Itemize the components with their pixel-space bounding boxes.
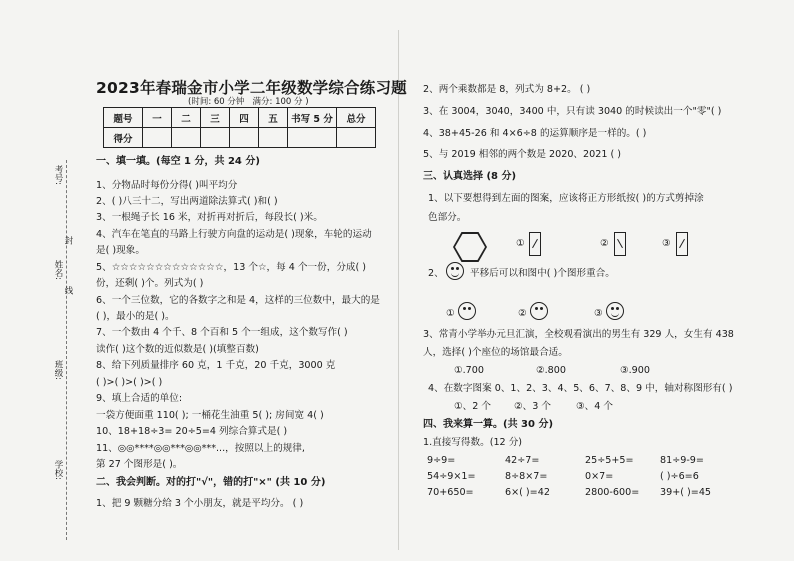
choice-question-number: 2、 [428, 268, 444, 279]
section-3-heading: 三、认真选择 (8 分) [423, 171, 517, 182]
question-line: 份，还剩( )个。列式为( ) [96, 278, 204, 289]
choice-question: 3、常青小学举办元旦汇演，全校观看演出的男生有 329 人，女生有 438 [423, 329, 734, 340]
question-line: 是( )现象。 [96, 245, 145, 256]
smiley-face-icon [606, 302, 624, 320]
choice-question: 1、以下要想得到左面的图案，应该将正方形纸按( )的方式剪掉涂 [428, 193, 704, 204]
choice-question: 平移后可以和图中( )个图形重合。 [470, 268, 615, 279]
exam-time [188, 95, 309, 107]
judge-line: 5、与 2019 相邻的两个数是 2020、2021 ( ) [423, 149, 622, 160]
judge-line: 3、在 3004，3040，3400 中，只有读 3040 的时候读出一个"零"( ) [423, 106, 722, 117]
judge-line: 2、两个乘数都是 8，列式为 8+2。 ( ) [423, 84, 591, 95]
face-option-icon [458, 302, 476, 320]
choice-option[interactable]: ③.900 [620, 365, 650, 376]
option-marker: ③ [662, 238, 671, 249]
smile-mouth [611, 312, 619, 317]
question-line: 1、分物品时每份分得( )叫平均分 [96, 180, 238, 191]
time-text: (时间: 60 分钟 [188, 97, 245, 107]
calc-item: 2800-600= [585, 487, 640, 498]
question-line: 2、( )八三十二，写出两道除法算式( )和( ) [96, 196, 278, 207]
label-kaohao: 考号: [53, 165, 63, 185]
option-marker: ② [518, 308, 527, 319]
page-title: 2023年春瑞金市小学二年级数学综合练习题 [96, 79, 407, 97]
calc-item: 81÷9-9= [660, 455, 704, 466]
question-line: 8、给下列质量排序 60 克，1 千克，20 千克，3000 克 [96, 360, 336, 371]
question-line: 9、填上合适的单位: [96, 393, 183, 404]
label-feng: 封 [63, 236, 73, 245]
label-banji: 班级: [53, 360, 63, 380]
score-cell[interactable] [259, 128, 288, 148]
score-header-cell: 总分 [337, 108, 376, 128]
score-cell[interactable] [172, 128, 201, 148]
score-row-label: 得分 [104, 128, 143, 148]
question-line: 第 27 个图形是( )。 [96, 459, 183, 470]
label-xian: 线 [63, 286, 73, 295]
calc-item: 6×( )=42 [505, 487, 550, 498]
score-cell[interactable] [230, 128, 259, 148]
choice-question: 4、在数字图案 0、1、2、3、4、5、6、7、8、9 中，轴对称图形有( ) [428, 383, 733, 394]
label-xuexiao: 学校: [53, 460, 63, 480]
question-line: 5、☆☆☆☆☆☆☆☆☆☆☆☆☆，13 个☆，每 4 个一份，分成( ) [96, 262, 367, 273]
judge-line: 4、38+45-26 和 4×6÷8 的运算顺序是一样的。( ) [423, 128, 647, 139]
option-marker: ② [600, 238, 609, 249]
fold-option-icon [614, 232, 626, 256]
choice-option[interactable]: ③、4 个 [576, 401, 613, 412]
fold-option-icon [529, 232, 541, 256]
calc-item: ( )÷6=6 [660, 471, 699, 482]
question-line: 4、汽车在笔直的马路上行驶方向盘的运动是( )现象，车轮的运动 [96, 229, 372, 240]
section-2-heading: 二、我会判断。对的打"√"，错的打"×" (共 10 分) [96, 477, 326, 488]
score-cell[interactable] [288, 128, 337, 148]
choice-question: 色部分。 [428, 212, 467, 223]
full-score-text: 满分: 100 分 ) [252, 97, 309, 107]
smiley-face-icon [446, 262, 464, 280]
calc-item: 54÷9×1= [427, 471, 476, 482]
calc-item: 8÷8×7= [505, 471, 548, 482]
question-line: 11、◎◎****◎◎***◎◎***...，按照以上的规律, [96, 443, 305, 454]
hexagon-figure [453, 232, 487, 262]
option-marker: ③ [594, 308, 603, 319]
score-header-cell: 二 [172, 108, 201, 128]
question-line: ( )，最小的是( )。 [96, 311, 175, 322]
calc-item: 42÷7= [505, 455, 540, 466]
score-table [103, 107, 376, 148]
choice-option[interactable]: ②、3 个 [514, 401, 551, 412]
label-xingming: 姓名: [53, 260, 63, 280]
section-1-heading: 一、填一填。(每空 1 分，共 24 分) [96, 156, 260, 167]
choice-option[interactable]: ②.800 [536, 365, 566, 376]
fold-option-icon [676, 232, 688, 256]
calc-item: 9÷9= [427, 455, 456, 466]
option-marker: ① [516, 238, 525, 249]
score-header-cell: 书写 5 分 [288, 108, 337, 128]
choice-option[interactable]: ①、2 个 [454, 401, 491, 412]
question-line: 10、18+18÷3= 20÷5=4 列综合算式是( ) [96, 426, 288, 437]
question-line: 3、一根绳子长 16 米，对折再对折后，每段长( )米。 [96, 212, 323, 223]
smile-mouth [451, 272, 459, 277]
question-line: 读作( )这个数的近似数是( )(填整百数) [96, 344, 259, 355]
question-line: 7、一个数由 4 个千、8 个百和 5 个一组成，这个数写作( ) [96, 327, 348, 338]
score-header-cell: 三 [201, 108, 230, 128]
score-header-cell: 五 [259, 108, 288, 128]
score-cell[interactable] [337, 128, 376, 148]
question-line: ( )>( )>( )>( ) [96, 377, 163, 388]
option-marker: ① [446, 308, 455, 319]
binding-line [66, 160, 67, 540]
question-line: 一袋方便面重 110( ); 一桶花生油重 5( ); 房间宽 4( ) [96, 410, 324, 421]
section-4-heading: 四、我来算一算。(共 30 分) [423, 419, 554, 430]
page-fold [398, 30, 399, 550]
score-cell[interactable] [201, 128, 230, 148]
calc-item: 39+( )=45 [660, 487, 712, 498]
calc-item: 25÷5+5= [585, 455, 634, 466]
calc-item: 0×7= [585, 471, 614, 482]
score-header-cell: 一 [143, 108, 172, 128]
question-line: 1、把 9 颗糖分给 3 个小朋友，就是平均分。 ( ) [96, 498, 304, 509]
score-header-cell: 四 [230, 108, 259, 128]
question-line: 6、一个三位数，它的各数字之和是 4，这样的三位数中，最大的是 [96, 295, 380, 306]
face-option-icon [530, 302, 548, 320]
section-4-sub: 1.直接写得数。(12 分) [423, 437, 523, 448]
score-cell[interactable] [143, 128, 172, 148]
score-header-cell: 题号 [104, 108, 143, 128]
choice-option[interactable]: ①.700 [454, 365, 484, 376]
calc-item: 70+650= [427, 487, 474, 498]
choice-question: 人，选择( )个座位的场馆最合适。 [423, 347, 568, 358]
